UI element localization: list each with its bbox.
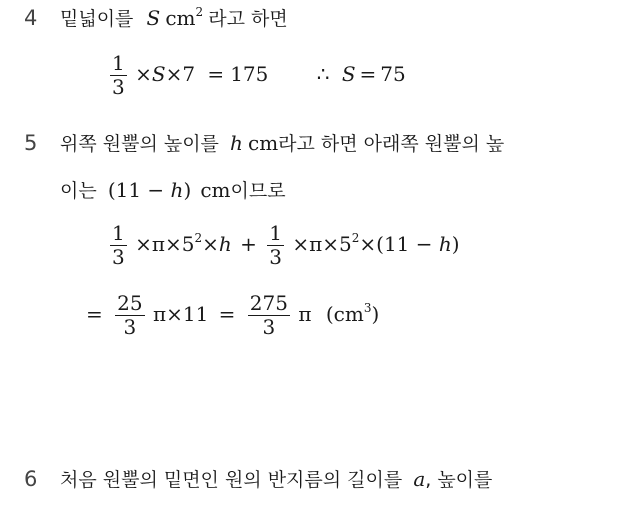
fraction-one-third: $\frac{1}{3}$ [112,51,125,99]
fraction-275-3: $\frac{275}{3}$ [249,291,288,339]
problem-5-equation-2: = $\frac{25}{3}$ π×11 = $\frac{275}{3}$ π $(cm^3)$ [86,291,380,339]
problem-4-equation: $\frac{1}{3}$ ×S×7 = 175 ∴ S = 75 [112,51,406,99]
problem-5-line-2: 이는 (11 − h) cm이므로 [60,178,286,202]
problem-4-number: 4 [24,6,38,30]
fraction-25-3: $\frac{25}{3}$ [117,291,143,339]
problem-4-tail: 라고 하면 [208,8,288,30]
superscript: 2 [195,5,204,19]
var-s: S [146,6,161,30]
problem-5-number: 5 [24,131,38,155]
fraction-one-third-2: $\frac{1}{3}$ [269,221,282,269]
var-a: a [413,467,426,491]
problem-4-line [60,4,288,31]
problem-4-intro: 밑넓이를 [60,8,134,30]
problem-5-line-1: 위쪽 원뿔의 높이를 h cm라고 하면 아래쪽 원뿔의 높 [60,131,505,155]
problem-5-equation-1: $\frac{1}{3}$ $\times\pi\times 5^2\times h$ + $\frac{1}{3}$ $\times\pi\times 5^2\times(11 - h)$ [112,221,460,269]
problem-6-number: 6 [24,467,38,491]
therefore-symbol: ∴ [316,62,330,86]
var-h: h [230,131,243,155]
problem-6-line: 처음 원뿔의 밑면인 원의 반지름의 길이를 a, 높이를 [60,467,493,491]
unit-cm: cm [165,6,196,30]
fraction-one-third: $\frac{1}{3}$ [112,221,125,269]
